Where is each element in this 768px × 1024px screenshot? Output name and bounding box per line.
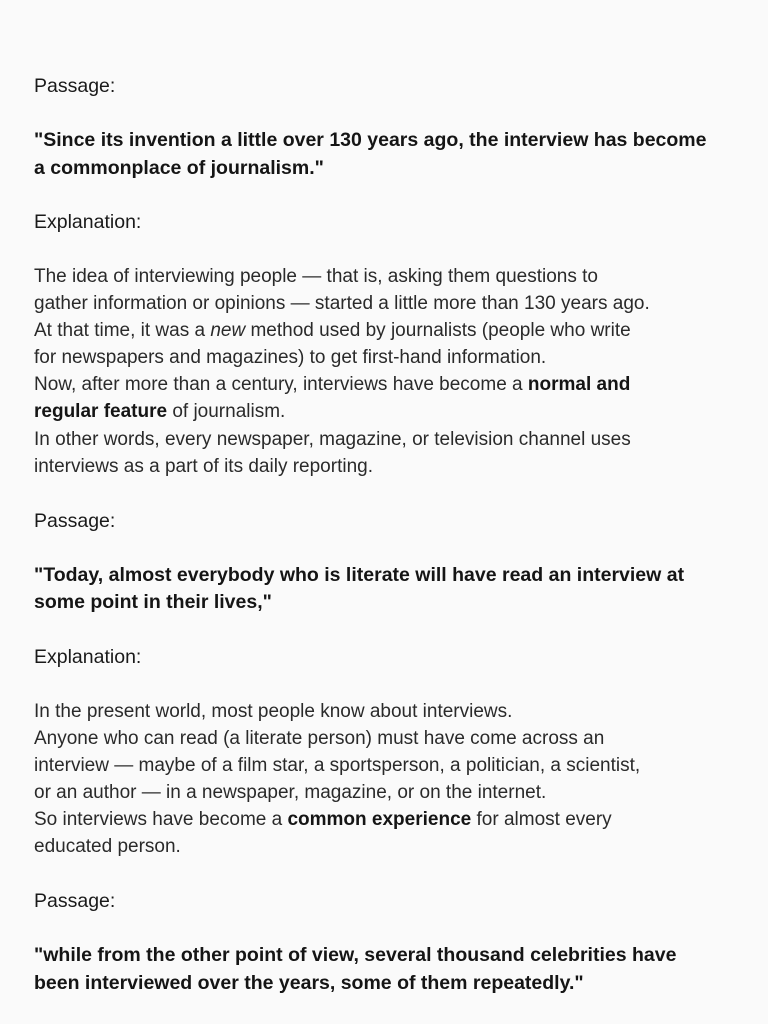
passage-quote: [34, 127, 734, 182]
paragraph-line: [34, 371, 734, 398]
bold-text: regular feature: [34, 401, 168, 423]
quote-line: "Since its invention a little over 130 years ago, the interview has become: [34, 129, 707, 151]
passage-quote: [34, 942, 734, 997]
passage-label: Passage:: [34, 75, 116, 97]
explanation-paragraph: [34, 263, 734, 480]
paragraph-line: gather information or opinions — started a little more than 130 years ago.: [34, 293, 650, 315]
text-run: At that time, it was a: [34, 320, 211, 342]
paragraph-line: educated person.: [34, 836, 181, 858]
paragraph-line: or an author — in a newspaper, magazine, or on the internet.: [34, 782, 547, 804]
paragraph-line: interviews as a part of its daily reporting.: [34, 455, 373, 477]
paragraph-line: [34, 806, 734, 833]
passage-quote: [34, 562, 734, 617]
bold-text: common experience: [287, 809, 472, 831]
paragraph-line: In other words, every newspaper, magazine, or television channel uses: [34, 428, 631, 450]
emphasized-text: new: [210, 320, 246, 342]
passage-label: Passage:: [34, 890, 116, 913]
quote-line: a commonplace of journalism.": [34, 156, 324, 179]
explanation-paragraph: [34, 698, 734, 861]
text-run: of journalism.: [167, 401, 286, 423]
quote-line: been interviewed over the years, some of them repeatedly.": [34, 971, 584, 994]
quote-line: "Today, almost everybody who is literate will have read an interview at: [34, 563, 685, 586]
paragraph-line: interview — maybe of a film star, a sportsperson, a politician, a scientist,: [34, 754, 641, 776]
text-run: So interviews have become a: [34, 809, 288, 831]
paragraph-line: In the present world, most people know about interviews.: [34, 700, 513, 722]
quote-line: "while from the other point of view, several thousand celebrities have: [34, 944, 677, 967]
explanation-label: Explanation:: [34, 645, 142, 668]
text-run: method used by journalists (people who write: [245, 320, 631, 342]
bold-text: normal and: [527, 374, 631, 396]
passage-label: Passage:: [34, 509, 116, 532]
paragraph-line: [34, 398, 734, 425]
quote-line: some point in their lives,": [34, 591, 272, 614]
paragraph-line: Anyone who can read (a literate person) must have come across an: [34, 727, 605, 749]
paragraph-line: The idea of interviewing people — that is, asking them questions to: [34, 266, 598, 287]
paragraph-line: for newspapers and magazines) to get first-hand information.: [34, 347, 547, 369]
text-run: Now, after more than a century, interviews have become a: [34, 374, 528, 396]
text-run: for almost every: [471, 809, 612, 831]
paragraph-line: [34, 317, 734, 344]
explanation-label: Explanation:: [34, 211, 142, 233]
